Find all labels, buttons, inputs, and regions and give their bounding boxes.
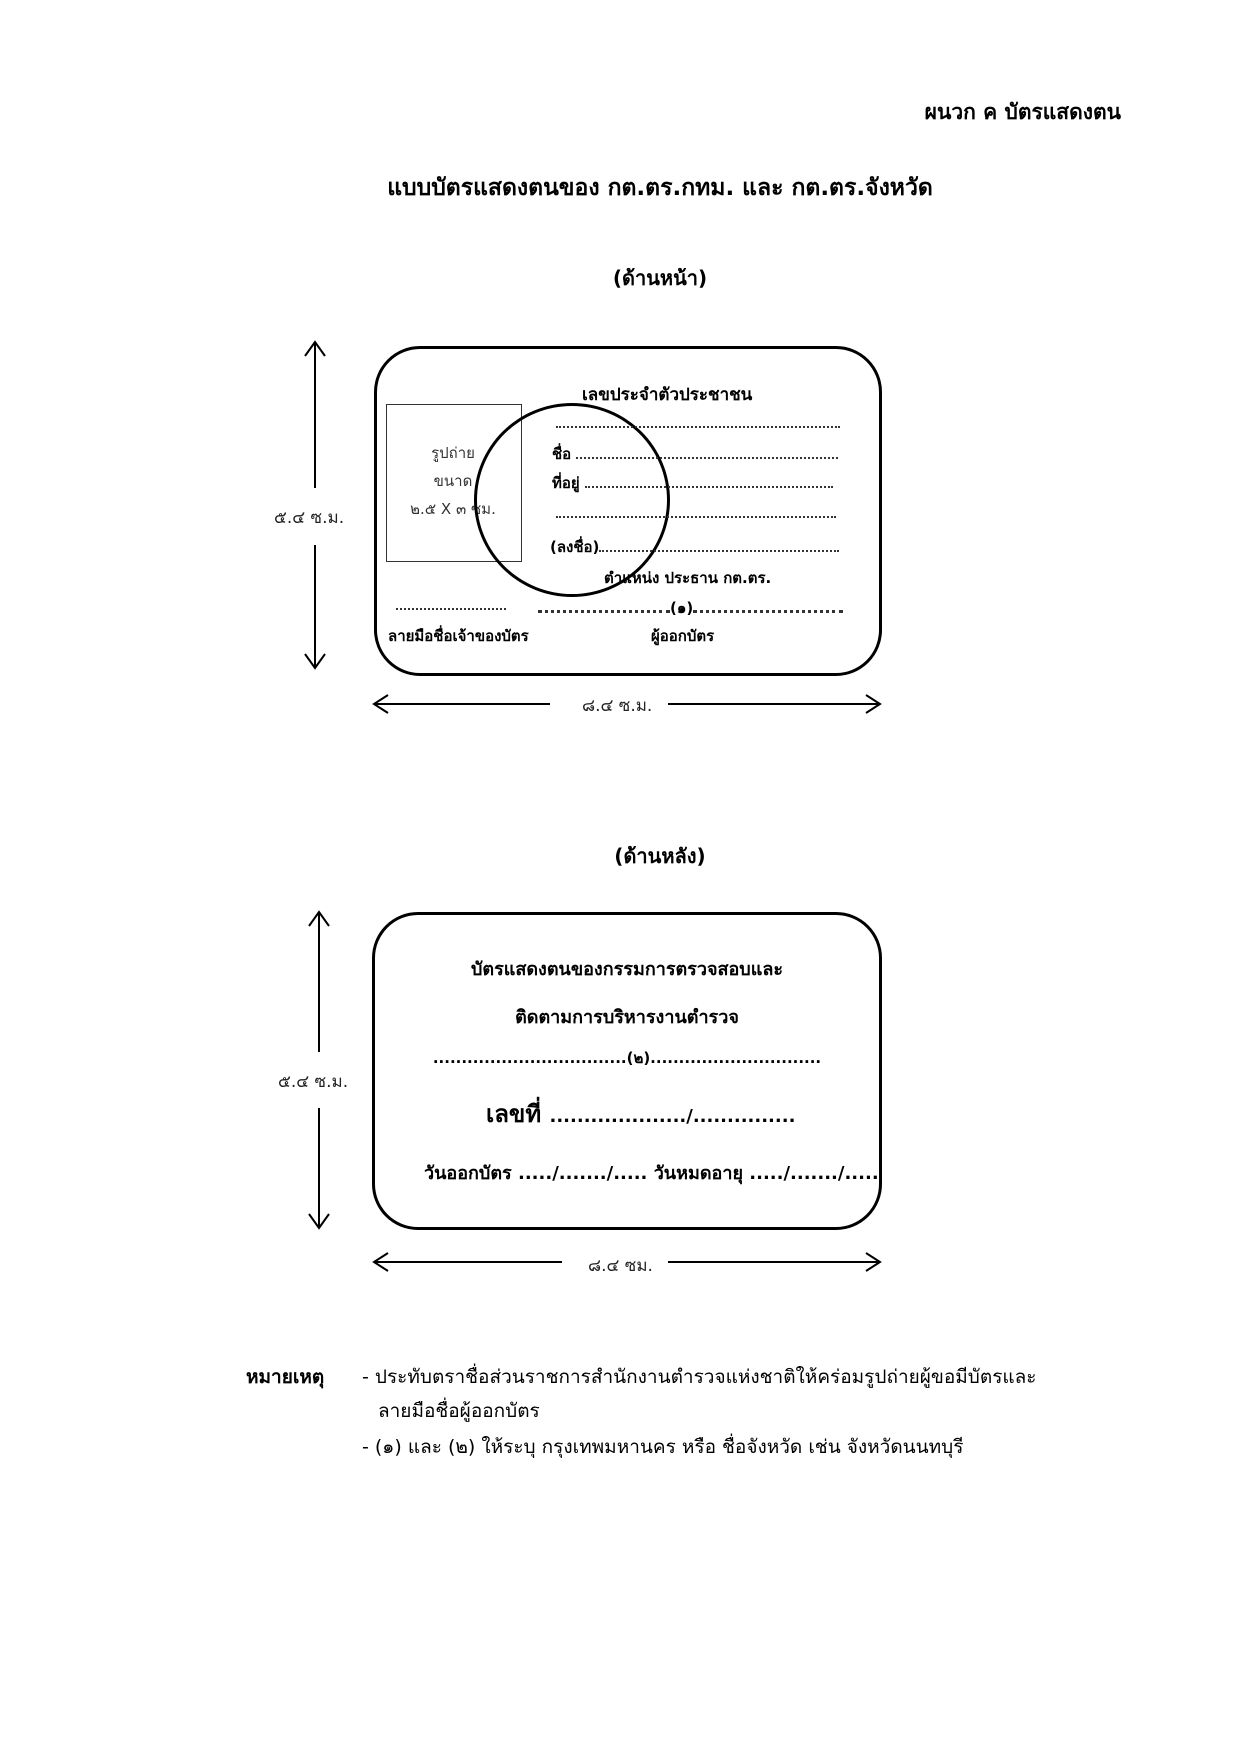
expiry-date-value: ...../......./..... [749, 1163, 879, 1184]
photo-label-line3: ๒.๕ X ๓ ซม. [410, 500, 496, 518]
back-heading-line2: ติดตามการบริหารงานตำรวจ [515, 1007, 739, 1028]
notes-label: หมายเหตุ [246, 1366, 325, 1388]
id-number-line [556, 414, 840, 432]
appendix-label: ผนวก ค บัตรแสดงตน [924, 100, 1121, 124]
front-height-dimension: ๕.๔ ซ.ม. [274, 508, 345, 528]
photo-label-line1: รูปถ่าย [431, 444, 475, 462]
name-label: ชื่อ [552, 445, 572, 463]
region-marker-1: (๑) [670, 599, 694, 617]
back-heading-line1: บัตรแสดงตนของกรรมการตรวจสอบและ [470, 959, 784, 980]
holder-signature-label: ลายมือชื่อเจ้าของบัตร [388, 627, 529, 645]
address-label: ที่อยู่ [552, 474, 580, 492]
address-line-2 [556, 504, 836, 522]
front-side-label: (ด้านหน้า) [612, 266, 708, 290]
back-height-dimension: ๕.๔ ซ.ม. [278, 1072, 349, 1092]
issue-date-label: วันออกบัตร [424, 1163, 512, 1184]
expiry-date-label: วันหมดอายุ [653, 1163, 743, 1184]
address-field [552, 471, 833, 495]
page-title: แบบบัตรแสดงตนของ กต.ตร.กทม. และ กต.ตร.จังหวัด [387, 175, 933, 201]
card-number-field [486, 1094, 795, 1133]
sign-label: (ลงชื่อ) [550, 538, 600, 556]
back-side-label: (ด้านหลัง) [614, 844, 706, 868]
photo-label-line2: ขนาด [433, 472, 473, 490]
note-item-2: - (๑) และ (๒) ให้ระบุ กรุงเทพมหานคร หรือ ชื่อจังหวัด เช่น จังหวัดนนทบุรี [362, 1436, 964, 1458]
issuer-label: ผู้ออกบัตร [651, 627, 715, 645]
front-width-dimension: ๘.๔ ซ.ม. [582, 696, 653, 716]
id-number-label: เลขประจำตัวประชาชน [582, 385, 753, 405]
region-line-2: ..................................(๒).............................. [432, 1049, 822, 1067]
region-line-1 [538, 596, 843, 620]
name-field [552, 442, 838, 466]
position-label: ตำแหน่ง ประธาน กต.ตร. [604, 569, 772, 587]
dates-field [424, 1158, 879, 1187]
card-number-label: เลขที่ [486, 1100, 542, 1128]
holder-signature-line [396, 596, 506, 614]
issue-date-value: ...../......./..... [518, 1163, 648, 1184]
sign-field [550, 535, 839, 559]
note-item-1-continuation: ลายมือชื่อผู้ออกบัตร [378, 1400, 540, 1422]
card-number-value: ..................../............... [549, 1106, 796, 1127]
note-item-1: - ประทับตราชื่อส่วนราชการสำนักงานตำรวจแห่งชาติให้คร่อมรูปถ่ายผู้ขอมีบัตรและ [362, 1366, 1037, 1388]
back-width-dimension: ๘.๔ ซม. [588, 1256, 653, 1276]
